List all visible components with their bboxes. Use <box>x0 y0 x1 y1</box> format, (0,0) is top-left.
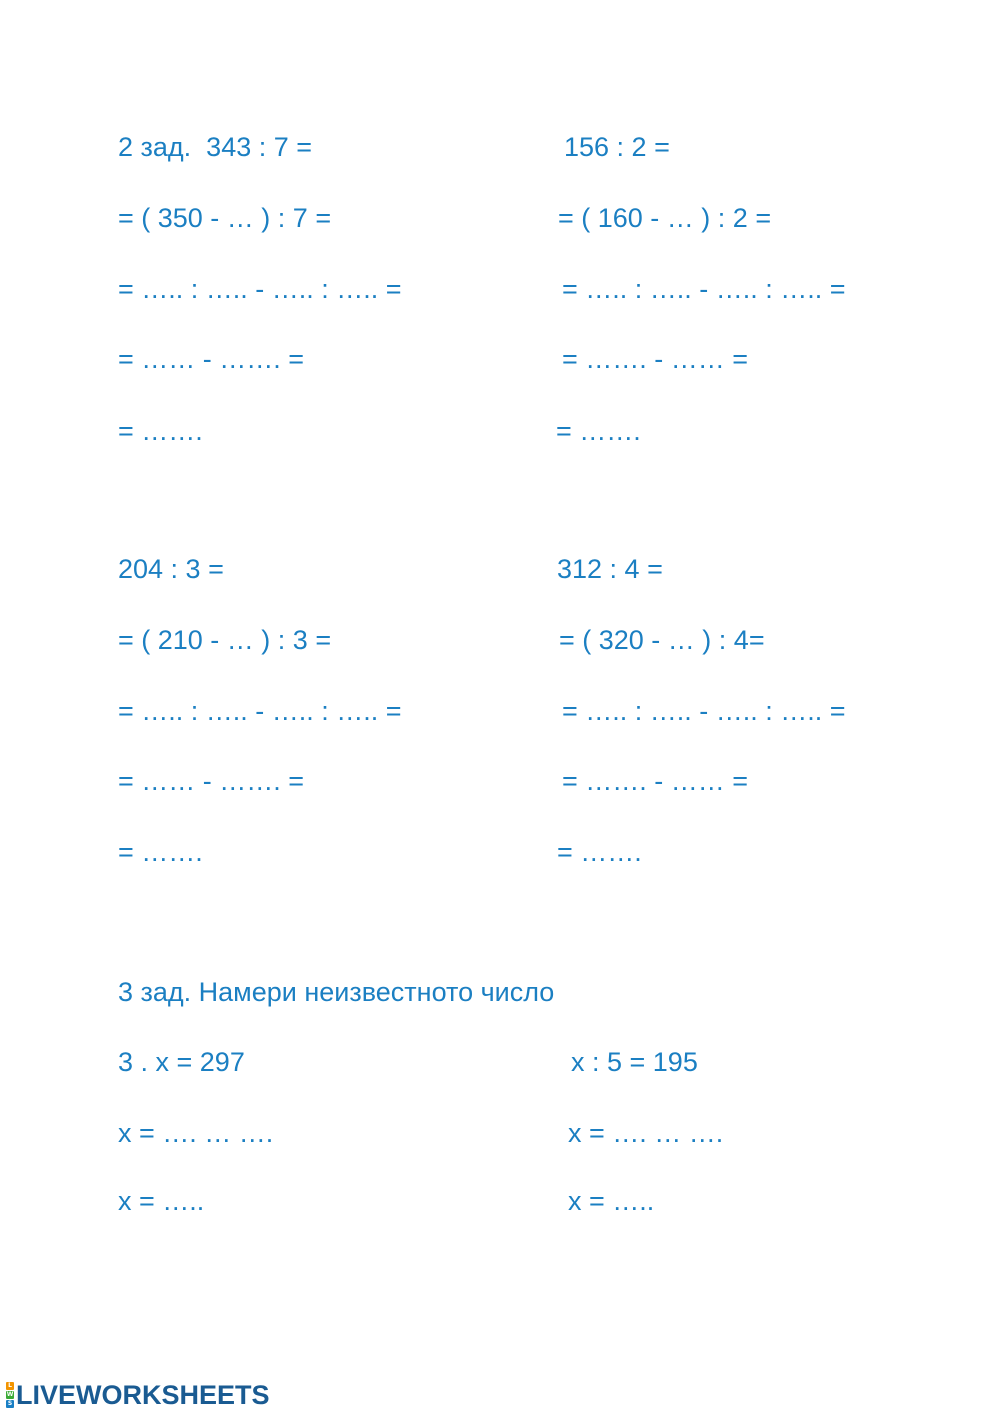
task3-right-line1: x : 5 = 195 <box>571 1047 698 1077</box>
task2-p3-line5: = ……. <box>118 837 203 867</box>
task2-p1-line1: 2 зад. 343 : 7 = <box>118 132 313 162</box>
task2-p1-line4: = …… - ……. = <box>118 344 305 374</box>
task2-p2-line1: 156 : 2 = <box>564 132 670 162</box>
task3-left-line3: x = ….. <box>118 1186 205 1216</box>
logo-tile: L <box>6 1382 14 1390</box>
task2-p1-line2: = ( 350 - … ) : 7 = <box>118 203 332 233</box>
task2-p4-line4: = ……. - …… = <box>562 766 749 796</box>
logo-tile: W <box>6 1391 14 1398</box>
task2-p2-line2: = ( 160 - … ) : 2 = <box>558 203 772 233</box>
task2-p3-line4: = …… - ……. = <box>118 766 305 796</box>
task2-p2-line3: = ….. : ….. - ….. : ….. = <box>562 274 846 304</box>
task3-right-line2: x = …. … …. <box>568 1118 724 1148</box>
task2-p4-line2: = ( 320 - … ) : 4= <box>559 625 765 655</box>
task2-p3-line2: = ( 210 - … ) : 3 = <box>118 625 332 655</box>
task2-p2-line4: = ……. - …… = <box>562 344 749 374</box>
task3-right-line3: x = ….. <box>568 1186 655 1216</box>
logo-tile: S <box>7 1400 13 1407</box>
logo-tiles-icon <box>6 1382 14 1408</box>
task2-p1-line5: = ……. <box>118 416 203 446</box>
task2-p1-line3: = ….. : ….. - ….. : ….. = <box>118 274 402 304</box>
task2-p3-line3: = ….. : ….. - ….. : ….. = <box>118 696 402 726</box>
task2-p4-line1: 312 : 4 = <box>557 554 663 584</box>
task2-p3-line1: 204 : 3 = <box>118 554 224 584</box>
brand-name: LIVEWORKSHEETS <box>16 1380 270 1410</box>
task2-p4-line3: = ….. : ….. - ….. : ….. = <box>562 696 846 726</box>
task2-p2-line5: = ……. <box>556 416 641 446</box>
task3-title: 3 зад. Намери неизвестното число <box>118 977 555 1007</box>
task3-left-line2: x = …. … …. <box>118 1118 274 1148</box>
task2-p4-line5: = ……. <box>557 837 642 867</box>
liveworksheets-logo <box>6 1380 270 1410</box>
task3-left-line1: 3 . x = 297 <box>118 1047 245 1077</box>
